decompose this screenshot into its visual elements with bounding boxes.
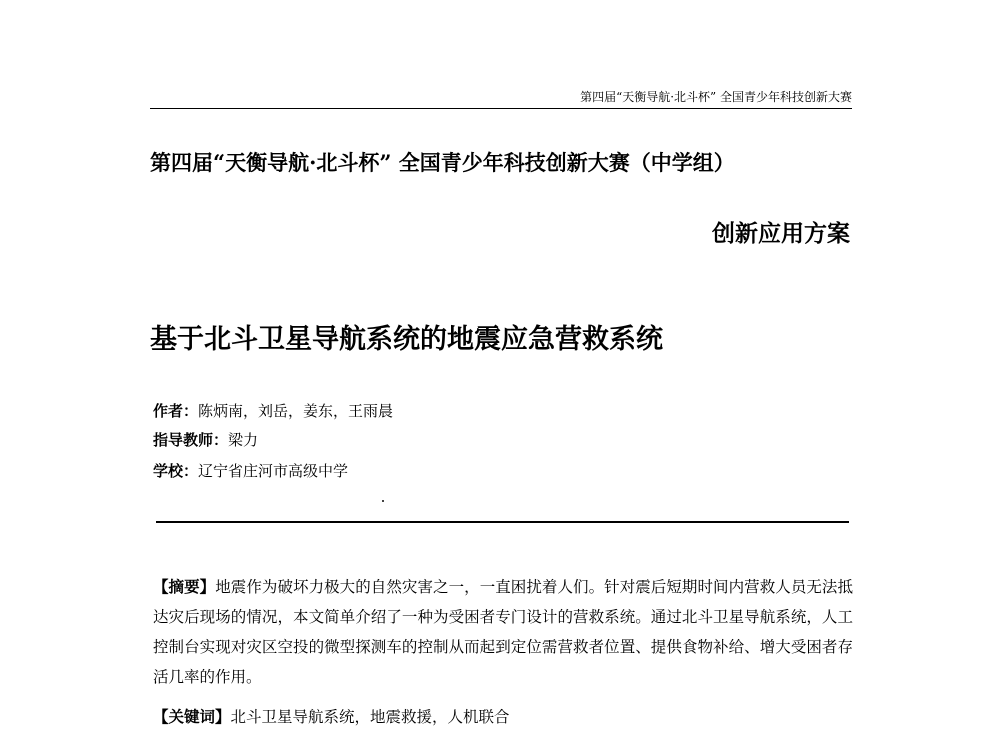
authors-value: 陈炳南，刘岳，姜东，王雨晨 (198, 402, 394, 420)
contest-title: 第四届“天衡导航·北斗杯” 全国青少年科技创新大赛（中学组） (150, 150, 735, 175)
paper-title: 基于北斗卫星导航系统的地震应急营救系统 (150, 324, 663, 355)
running-header (150, 88, 852, 109)
keywords-label: 【关键词】 (153, 707, 231, 726)
running-head-text: 第四届“天衡导航·北斗杯” 全国青少年科技创新大赛 (580, 90, 852, 104)
advisor-value: 梁力 (228, 431, 259, 449)
school-value: 辽宁省庄河市高级中学 (198, 462, 349, 480)
authors-label: 作者： (153, 402, 199, 420)
abstract-paragraph (153, 572, 853, 692)
scan-speck (382, 500, 384, 502)
keywords-line (153, 704, 853, 730)
authors-line (153, 400, 753, 422)
section-divider (156, 521, 849, 523)
abstract-label: 【摘要】 (153, 577, 216, 596)
school-label: 学校： (153, 462, 199, 480)
advisor-label: 指导教师： (153, 431, 229, 449)
school-line (153, 460, 753, 482)
document-type-heading: 创新应用方案 (712, 220, 850, 247)
keywords-text: 北斗卫星导航系统，地震救援，人机联合 (230, 708, 510, 726)
advisor-line (153, 429, 753, 451)
abstract-text: 地震作为破坏力极大的自然灾害之一，一直困扰着人们。针对震后短期时间内营救人员无法抵达灾后现场的情况，本文简单介绍了一种为受困者专门设计的营救系统。通过北斗卫星导航系统，人工控制台实现对灾区空投的微型探测车的控制从而起到定位需营救者位置、提供食物补给、增大受困者存活几率的作用。 (153, 578, 853, 686)
